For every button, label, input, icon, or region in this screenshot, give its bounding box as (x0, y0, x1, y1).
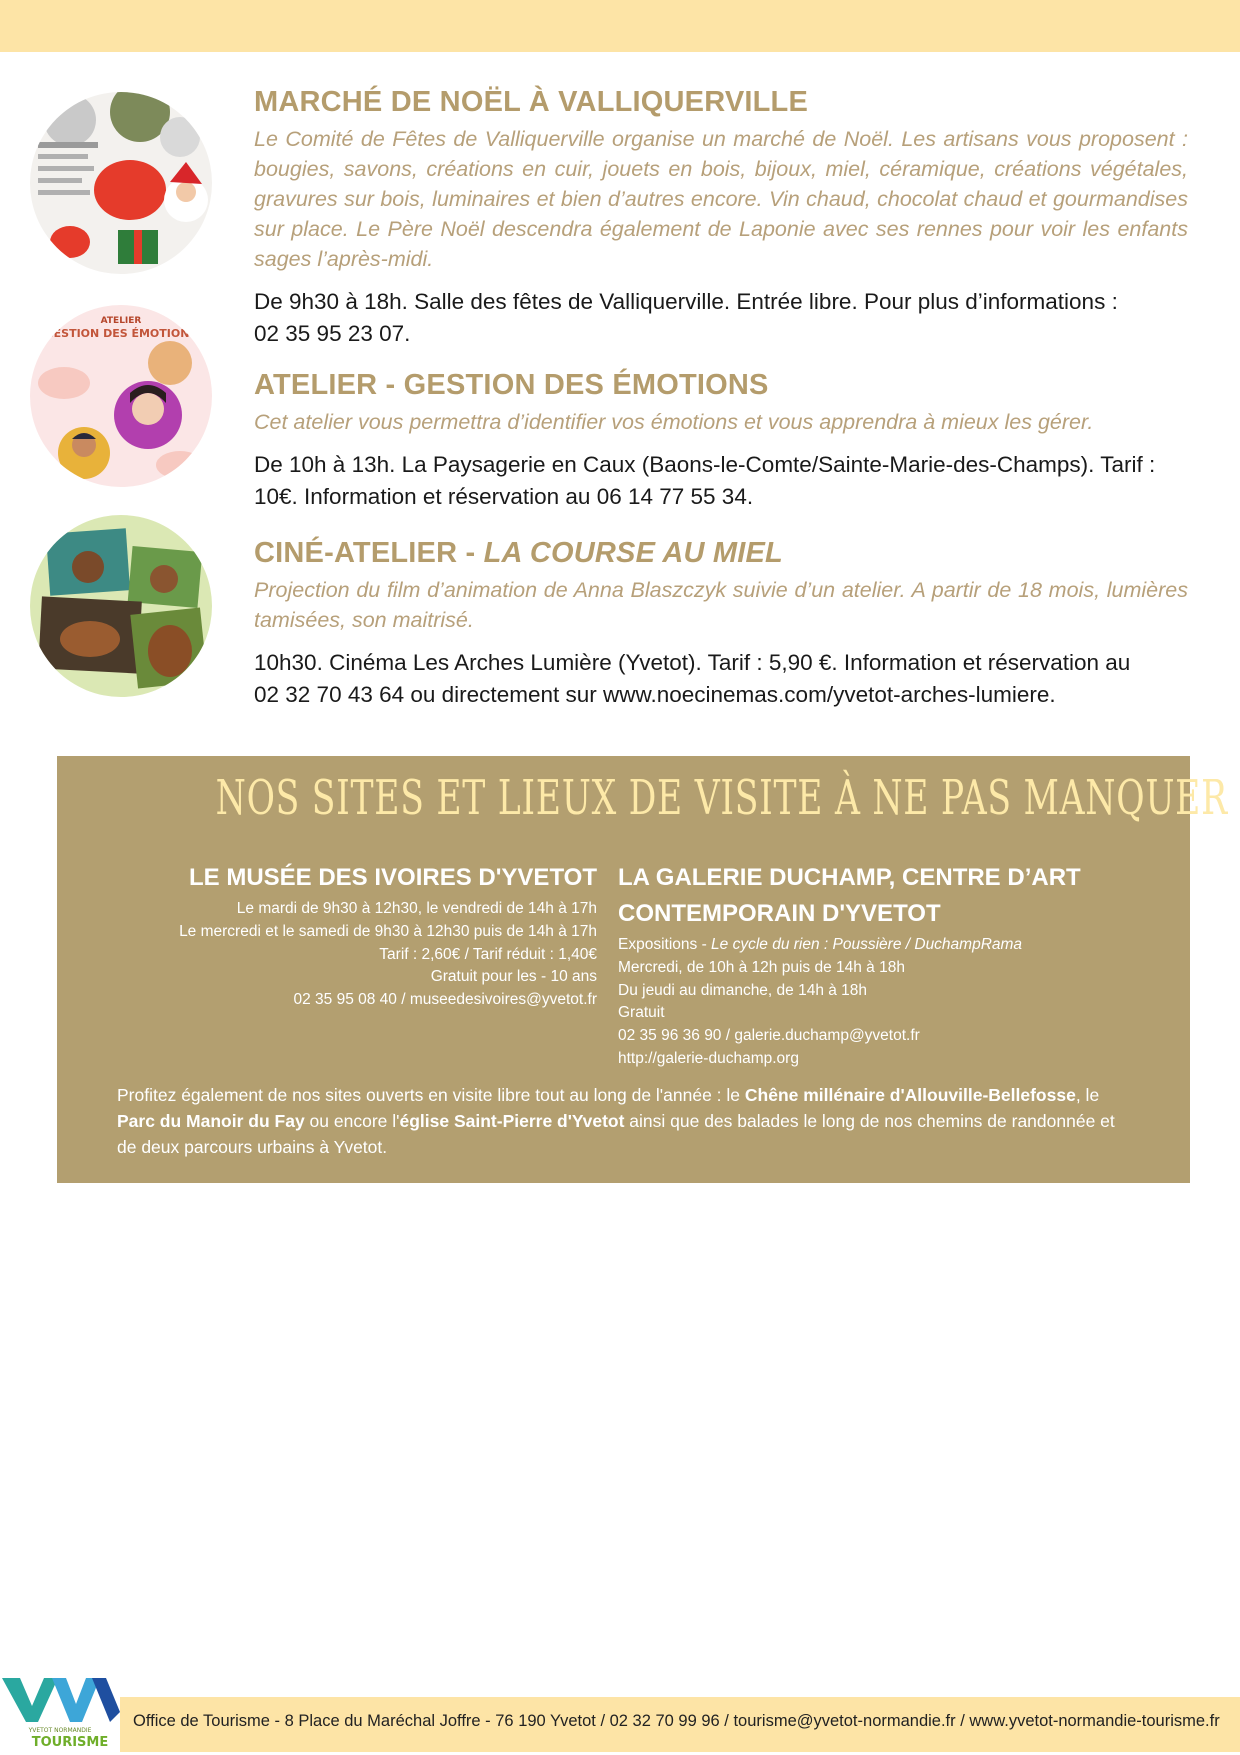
event-info-line: 02 32 70 43 64 ou directement sur www.noecinemas.com/yvetot-arches-lumiere. (254, 682, 1056, 707)
event-title (254, 535, 1188, 571)
footnote-text: Profitez également de nos sites ouverts en visite libre tout au long de l'année : le (117, 1085, 745, 1105)
emotions-workshop-image (30, 305, 212, 487)
expo-title: Le cycle du rien : Poussière / DuchampRama (711, 936, 1023, 953)
event-description: Projection du film d’animation de Anna Blaszczyk suivie d’un atelier. A partir de 18 mois, lumières tamisées, son maitrisé. (254, 578, 1188, 632)
event-cinema-workshop (254, 535, 1188, 711)
event-info-line: De 9h30 à 18h. Salle des fêtes de Valliquerville. Entrée libre. Pour plus d’informations : (254, 289, 1118, 314)
footer-contact: Office de Tourisme - 8 Place du Maréchal Joffre - 76 190 Yvetot / 02 32 70 99 96 / tourisme@yvetot-normandie.fr / www.yvetot-normandie-tourisme.fr (133, 1712, 1220, 1730)
logo-small-text: YVETOT NORMANDIE (28, 1727, 92, 1734)
tourism-logo (0, 1672, 122, 1752)
event-title: ATELIER - GESTION DES ÉMOTIONS (254, 369, 769, 401)
bear-film-illustration (30, 515, 212, 697)
museum-detail-line: Gratuit pour les - 10 ans (430, 968, 597, 986)
christmas-market-image (30, 92, 212, 274)
museum-detail-line: 02 35 95 08 40 / museedesivoires@yvetot.fr (293, 991, 597, 1009)
gallery-expo-line (618, 934, 1138, 957)
sites-footnote (117, 1082, 1117, 1160)
expo-prefix: Expositions - (618, 936, 712, 953)
museum-title: LE MUSÉE DES IVOIRES D'YVETOT (188, 864, 597, 891)
footnote-text: ainsi que des balades le long de nos chemins de randonnée et de deux parcours urbains à Yvetot. (117, 1111, 1115, 1157)
event-title-prefix: CINÉ-ATELIER - (254, 537, 484, 569)
gallery-detail-line: Gratuit (618, 1004, 665, 1022)
museum-detail-line: Le mardi de 9h30 à 12h30, le vendredi de 14h à 17h (236, 900, 597, 917)
image-heading-small: ATELIER (100, 316, 142, 326)
event-info (254, 449, 1188, 513)
cinema-workshop-image (30, 515, 212, 697)
emotions-illustration (30, 305, 212, 487)
footnote-text: ou encore l' (304, 1111, 400, 1131)
event-description: Le Comité de Fêtes de Valliquerville organise un marché de Noël. Les artisans vous proposent : bougies, savons, créations en cuir, jouets en bois, bijoux, miel, céramique, créations végétales, gravures sur bois, luminaires et bien d’autres encore. Vin chaud, chocolat chaud et gourmandises sur place. Le Père Noël descendra également de Laponie avec ses rennes pour voir les enfants sages l’après-midi. (254, 127, 1188, 271)
event-title-film: LA COURSE AU MIEL (483, 537, 783, 569)
sites-title: NOS SITES ET LIEUX DE VISITE À NE PAS MANQUER (215, 770, 1228, 826)
christmas-illustration (30, 92, 212, 274)
top-decor-band (0, 0, 1240, 52)
event-christmas-market (254, 84, 1188, 350)
event-info-line: De 10h à 13h. La Paysagerie en Caux (Baons-le-Comte/Sainte-Marie-des-Champs). Tarif : (254, 452, 1156, 477)
event-emotions-workshop (254, 367, 1188, 513)
yvetot-logo-icon (0, 1672, 122, 1752)
footnote-text: , le (1075, 1085, 1100, 1105)
footnote-site-church: église Saint-Pierre d'Yvetot (399, 1111, 625, 1131)
museum-column (77, 860, 597, 1012)
event-title: MARCHÉ DE NOËL À VALLIQUERVILLE (254, 86, 809, 118)
gallery-lines (618, 957, 1138, 1071)
footnote-site-park: Parc du Manoir du Fay (117, 1111, 305, 1131)
gallery-title-line: LA GALERIE DUCHAMP, CENTRE D’ART (618, 864, 1081, 891)
museum-detail-line: Tarif : 2,60€ / Tarif réduit : 1,40€ (379, 945, 597, 963)
gallery-detail-line: Mercredi, de 10h à 12h puis de 14h à 18h (618, 958, 905, 976)
event-info (254, 286, 1188, 350)
footnote-site-oak: Chêne millénaire d'Allouville-Bellefosse (744, 1085, 1076, 1105)
image-heading: GESTION DES ÉMOTIONS (44, 327, 198, 340)
gallery-detail-line: 02 35 96 36 90 / galerie.duchamp@yvetot.fr (618, 1027, 920, 1045)
gallery-details (618, 934, 1138, 1071)
event-info-line: 02 35 95 23 07. (254, 321, 411, 346)
gallery-title-line: CONTEMPORAIN D'YVETOT (618, 900, 941, 927)
logo-word: TOURISME (31, 1735, 109, 1750)
gallery-detail-line: Du jeudi au dimanche, de 14h à 18h (618, 981, 868, 999)
event-info-line: 10€. Information et réservation au 06 14 77 55 34. (254, 484, 754, 509)
gallery-column (618, 860, 1138, 1071)
event-description: Cet atelier vous permettra d’identifier vos émotions et vous apprendra à mieux les gérer. (254, 410, 1094, 434)
museum-detail-line: Le mercredi et le samedi de 9h30 à 12h30 puis de 14h à 17h (179, 922, 597, 940)
sites-panel (57, 756, 1228, 1183)
museum-details (77, 898, 597, 1012)
event-info-line: 10h30. Cinéma Les Arches Lumière (Yvetot). Tarif : 5,90 €. Information et réservation au (254, 650, 1131, 675)
event-info (254, 647, 1188, 711)
gallery-detail-line: http://galerie-duchamp.org (618, 1049, 799, 1067)
